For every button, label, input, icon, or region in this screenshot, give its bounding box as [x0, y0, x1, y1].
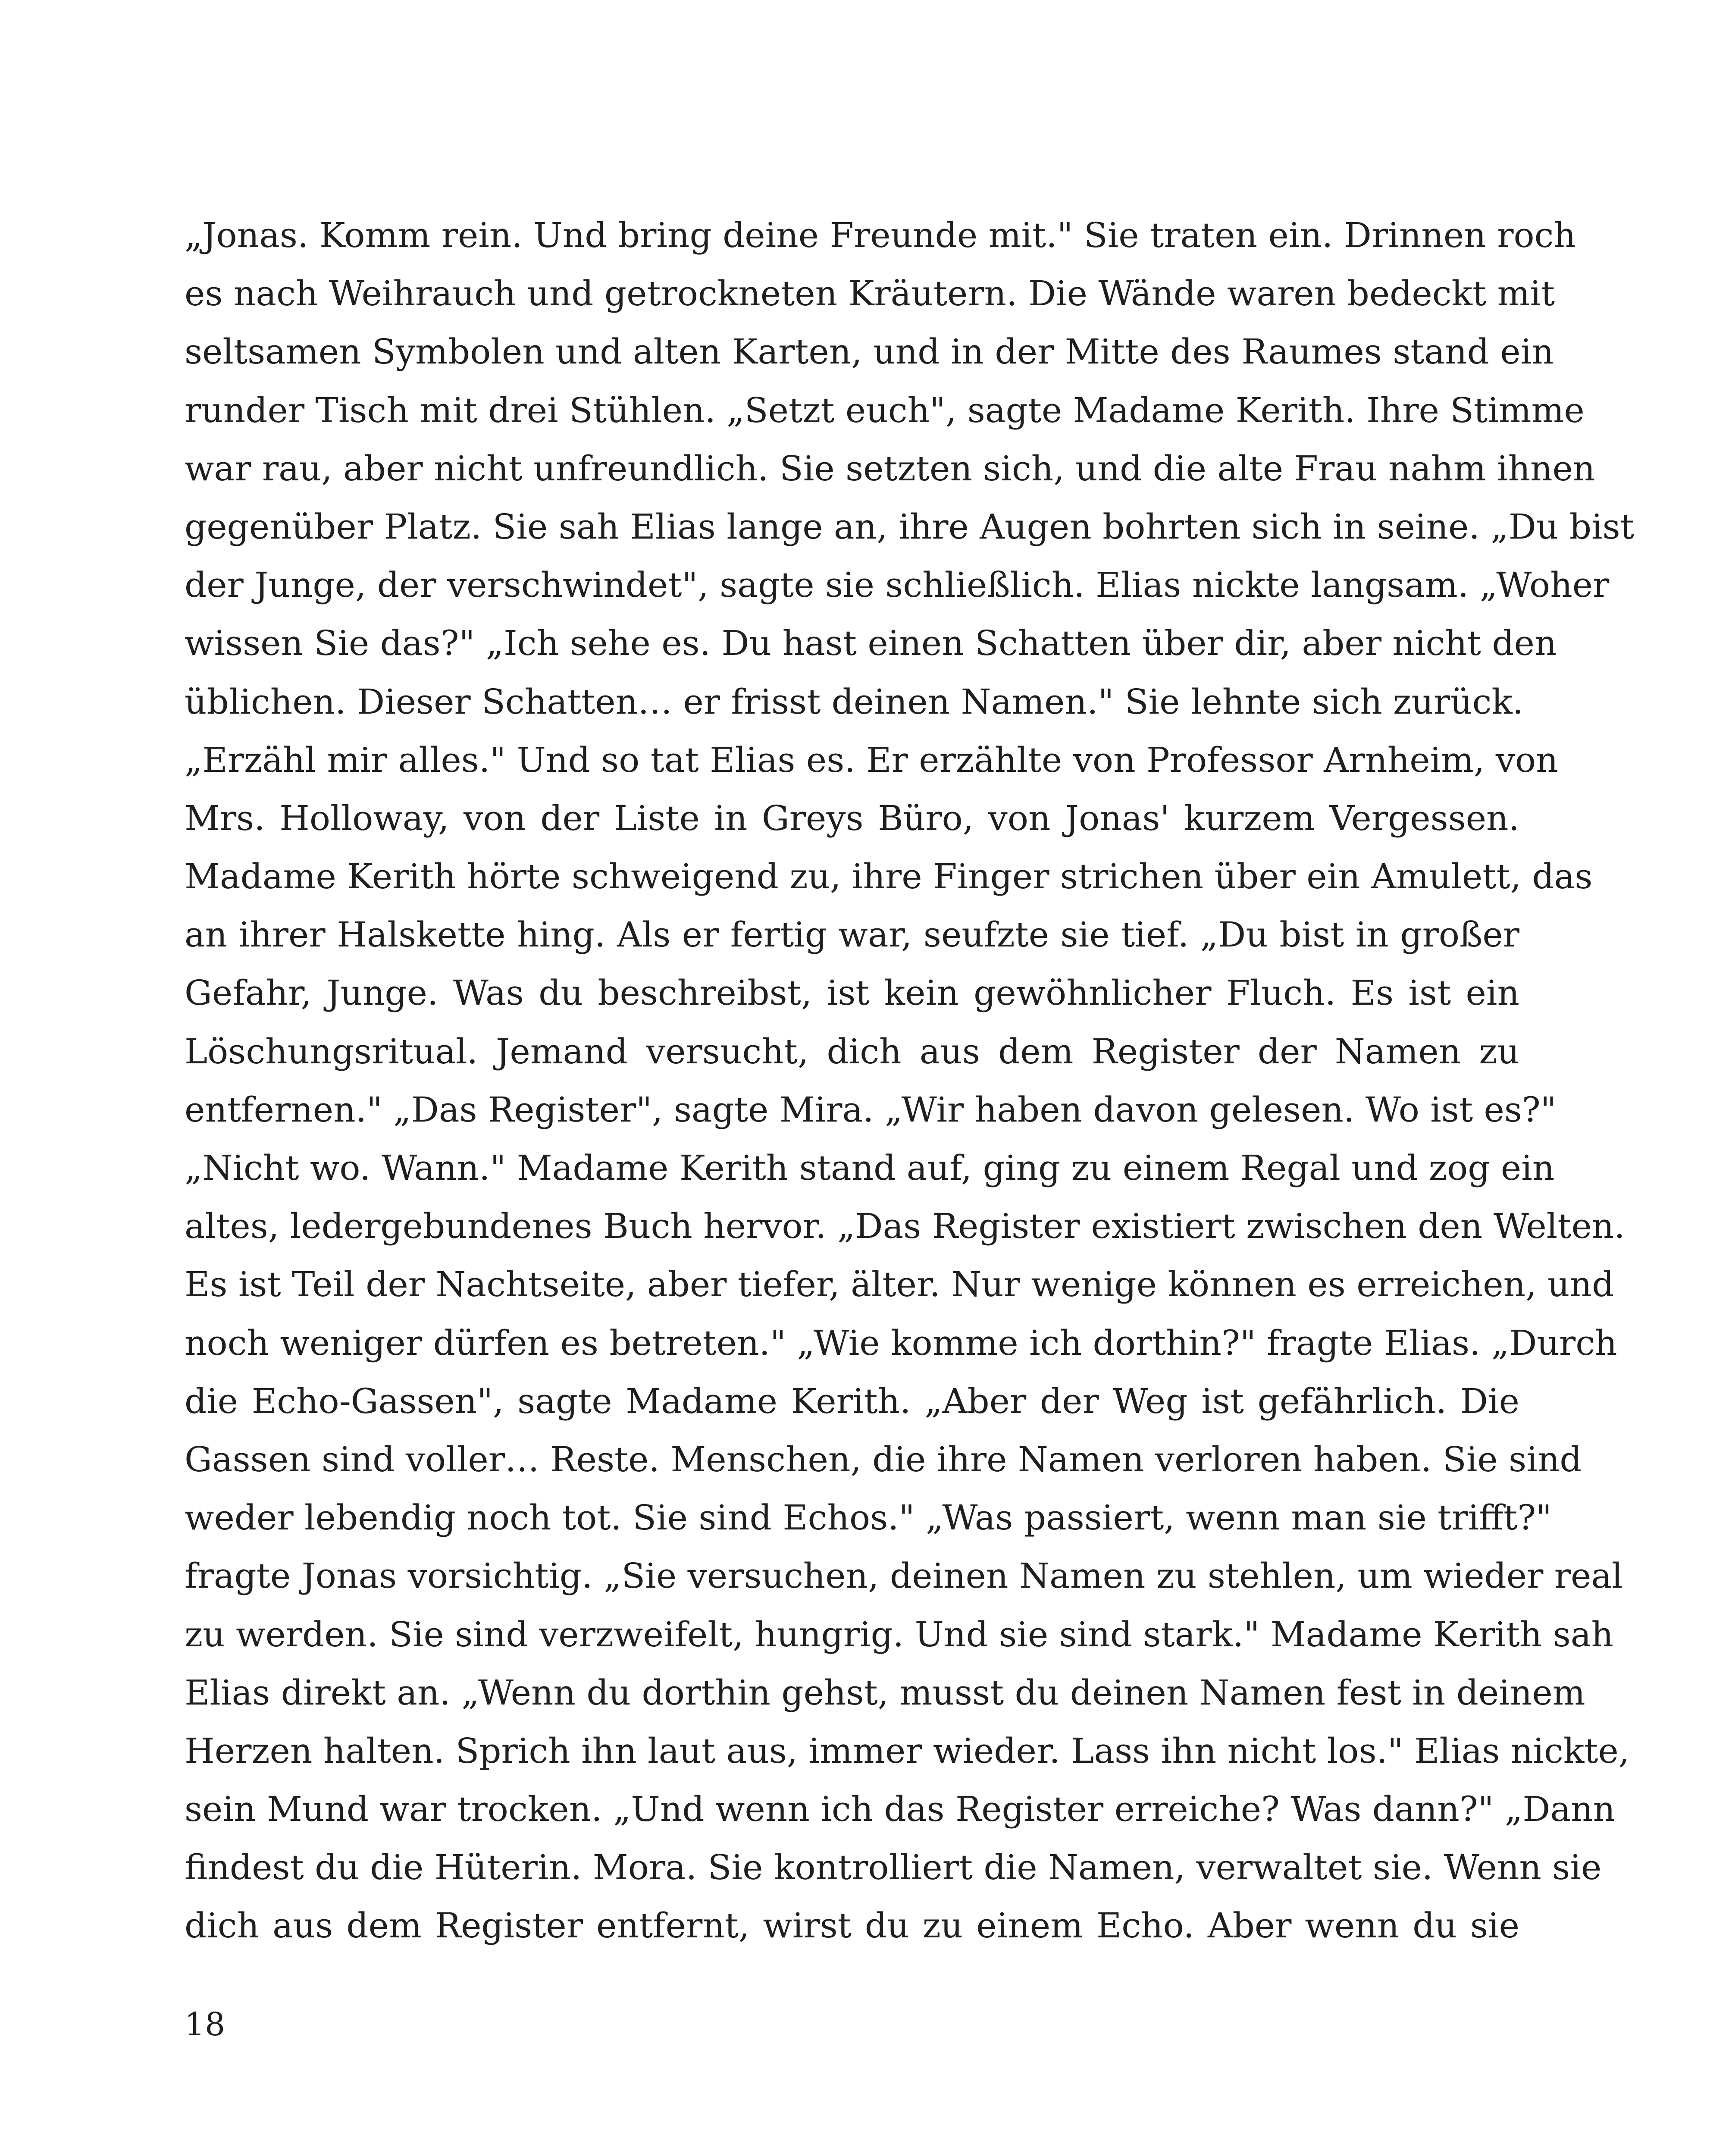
text-line: „Erzähl mir alles." Und so tat Elias es. Er erzählte von Professor Arnheim, von [185, 740, 1558, 780]
text-line: runder Tisch mit drei Stühlen. „Setzt euch", sagte Madame Kerith. Ihre Stimme [185, 390, 1585, 430]
text-line: weder lebendig noch tot. Sie sind Echos." „Was passiert, wenn man sie trifft?" [185, 1498, 1552, 1538]
text-line: gegenüber Platz. Sie sah Elias lange an, ihre Augen bohrten sich in seine. „Du bist [185, 506, 1634, 547]
text-line: altes, ledergebundenes Buch hervor. „Das Register existiert zwischen den Welten. [185, 1206, 1625, 1247]
text-line: fragte Jonas vorsichtig. „Sie versuchen, deinen Namen zu stehlen, um wieder real [185, 1556, 1623, 1596]
text-line: sein Mund war trocken. „Und wenn ich das Register erreiche? Was dann?" „Dann [185, 1789, 1616, 1830]
text-line: Löschungsritual. Jemand versucht, dich aus dem Register der Namen zu [185, 1031, 1519, 1072]
text-line: war rau, aber nicht unfreundlich. Sie setzten sich, und die alte Frau nahm ihnen [185, 448, 1595, 489]
text-line: üblichen. Dieser Schatten… er frisst deinen Namen." Sie lehnte sich zurück. [185, 681, 1524, 722]
page-number: 18 [185, 2006, 226, 2043]
text-line: der Junge, der verschwindet", sagte sie schließlich. Elias nickte langsam. „Woher [185, 565, 1610, 605]
text-line: dich aus dem Register entfernt, wirst du zu einem Echo. Aber wenn du sie [185, 1905, 1519, 1946]
text-line: entfernen." „Das Register", sagte Mira. „Wir haben davon gelesen. Wo ist es?" [185, 1089, 1557, 1130]
text-line: „Jonas. Komm rein. Und bring deine Freunde mit." Sie traten ein. Drinnen roch [185, 215, 1576, 255]
text-line: noch weniger dürfen es betreten." „Wie komme ich dorthin?" fragte Elias. „Durch [185, 1322, 1617, 1363]
text-line: Mrs. Holloway, von der Liste in Greys Büro, von Jonas' kurzem Vergessen. [185, 798, 1519, 838]
text-line: Herzen halten. Sprich ihn laut aus, immer wieder. Lass ihn nicht los." Elias nickte, [185, 1730, 1630, 1771]
text-line: es nach Weihrauch und getrockneten Kräutern. Die Wände waren bedeckt mit [185, 273, 1555, 314]
text-line: wissen Sie das?" „Ich sehe es. Du hast einen Schatten über dir, aber nicht den [185, 623, 1557, 664]
text-line: Gassen sind voller… Reste. Menschen, die ihre Namen verloren haben. Sie sind [185, 1439, 1582, 1479]
text-line: „Nicht wo. Wann." Madame Kerith stand auf, ging zu einem Regal und zog ein [185, 1148, 1555, 1188]
text-line: findest du die Hüterin. Mora. Sie kontrolliert die Namen, verwaltet sie. Wenn sie [185, 1847, 1602, 1888]
text-line: Es ist Teil der Nachtseite, aber tiefer, älter. Nur wenige können es erreichen, und [185, 1264, 1614, 1305]
text-line: Madame Kerith hörte schweigend zu, ihre Finger strichen über ein Amulett, das [185, 856, 1593, 897]
text-line: seltsamen Symbolen und alten Karten, und in der Mitte des Raumes stand ein [185, 332, 1554, 372]
text-line: die Echo-Gassen", sagte Madame Kerith. „Aber der Weg ist gefährlich. Die [185, 1381, 1519, 1421]
text-line: an ihrer Halskette hing. Als er fertig war, seufzte sie tief. „Du bist in großer [185, 915, 1519, 955]
text-line: zu werden. Sie sind verzweifelt, hungrig. Und sie sind stark." Madame Kerith sah [185, 1614, 1614, 1655]
text-line: Gefahr, Junge. Was du beschreibst, ist kein gewöhnlicher Fluch. Es ist ein [185, 973, 1519, 1013]
body-text [185, 206, 1634, 1955]
text-line: Elias direkt an. „Wenn du dorthin gehst, musst du deinen Namen fest in deinem [185, 1672, 1585, 1713]
